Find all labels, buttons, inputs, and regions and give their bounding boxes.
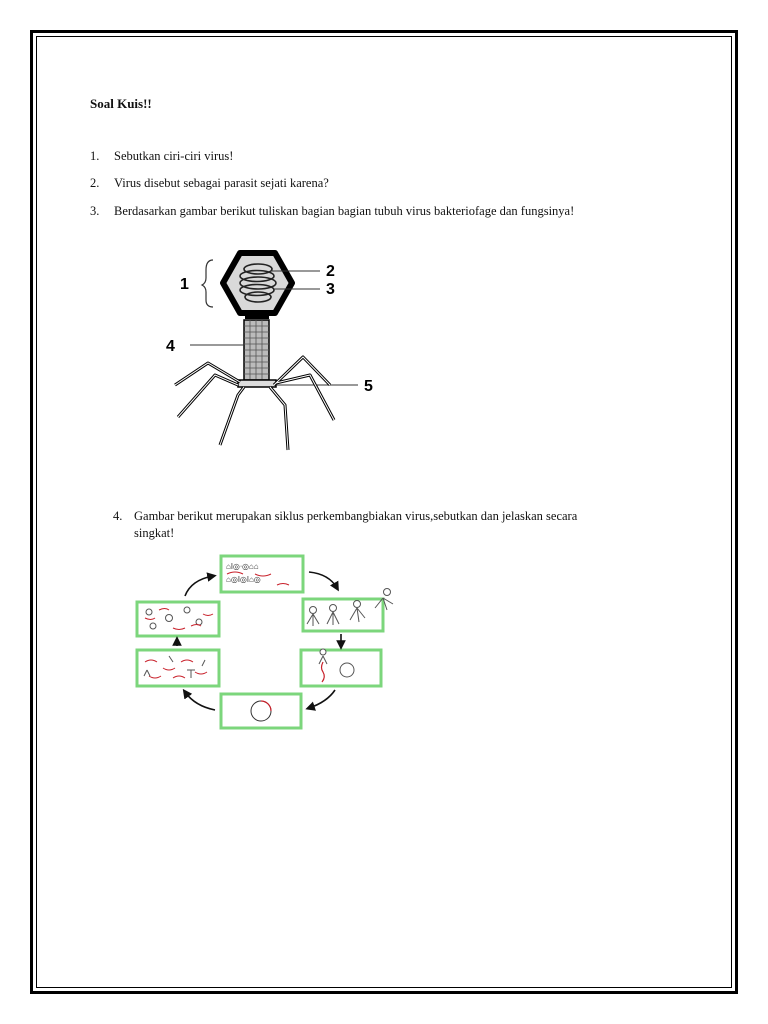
question-4 [113, 508, 713, 542]
question-1 [90, 148, 233, 165]
question-number: 4. [113, 509, 123, 523]
phage-head [223, 253, 292, 313]
quiz-title: Soal Kuis!! [90, 96, 152, 111]
phage-label-3: 3 [326, 281, 335, 298]
cycle-stage-assembly [137, 602, 219, 636]
question-number: 1. [90, 149, 100, 163]
cycle-stage-injection [301, 649, 381, 686]
question-text: Gambar berikut merupakan siklus perkembangbiakan virus,sebutkan dan jelaskan secara [134, 509, 578, 523]
phage-label-2: 2 [326, 263, 335, 280]
cycle-stage-attachment [303, 589, 393, 632]
question-3 [90, 203, 574, 220]
question-number: 2. [90, 176, 100, 190]
question-text-continued: singkat! [134, 526, 175, 540]
phage-collar [245, 313, 269, 319]
phage-label-5: 5 [364, 378, 373, 395]
phage-base-plate [238, 380, 276, 387]
bacteriophage-diagram [120, 245, 410, 455]
question-text: Virus disebut sebagai parasit sejati karena? [114, 176, 329, 190]
phage-label-4: 4 [166, 338, 175, 355]
question-text: Berdasarkan gambar berikut tuliskan bagian bagian tubuh virus bakteriofage dan fungsinya! [114, 204, 575, 218]
virus-cycle-diagram [125, 552, 415, 734]
cycle-stage-replication [221, 694, 301, 728]
phage-label-1: 1 [180, 276, 189, 293]
question-2 [90, 175, 329, 192]
question-number: 3. [90, 204, 100, 218]
svg-text:⌂ǀ◎ᐧ◎⌂⌂: ⌂ǀ◎ᐧ◎⌂⌂ [226, 562, 259, 571]
svg-text:⌂◎ǀ◎ǀ⌂◎: ⌂◎ǀ◎ǀ⌂◎ [226, 575, 261, 584]
cycle-stage-release [221, 556, 303, 592]
question-text: Sebutkan ciri-ciri virus! [114, 149, 234, 163]
cycle-stage-synthesis [137, 650, 219, 686]
